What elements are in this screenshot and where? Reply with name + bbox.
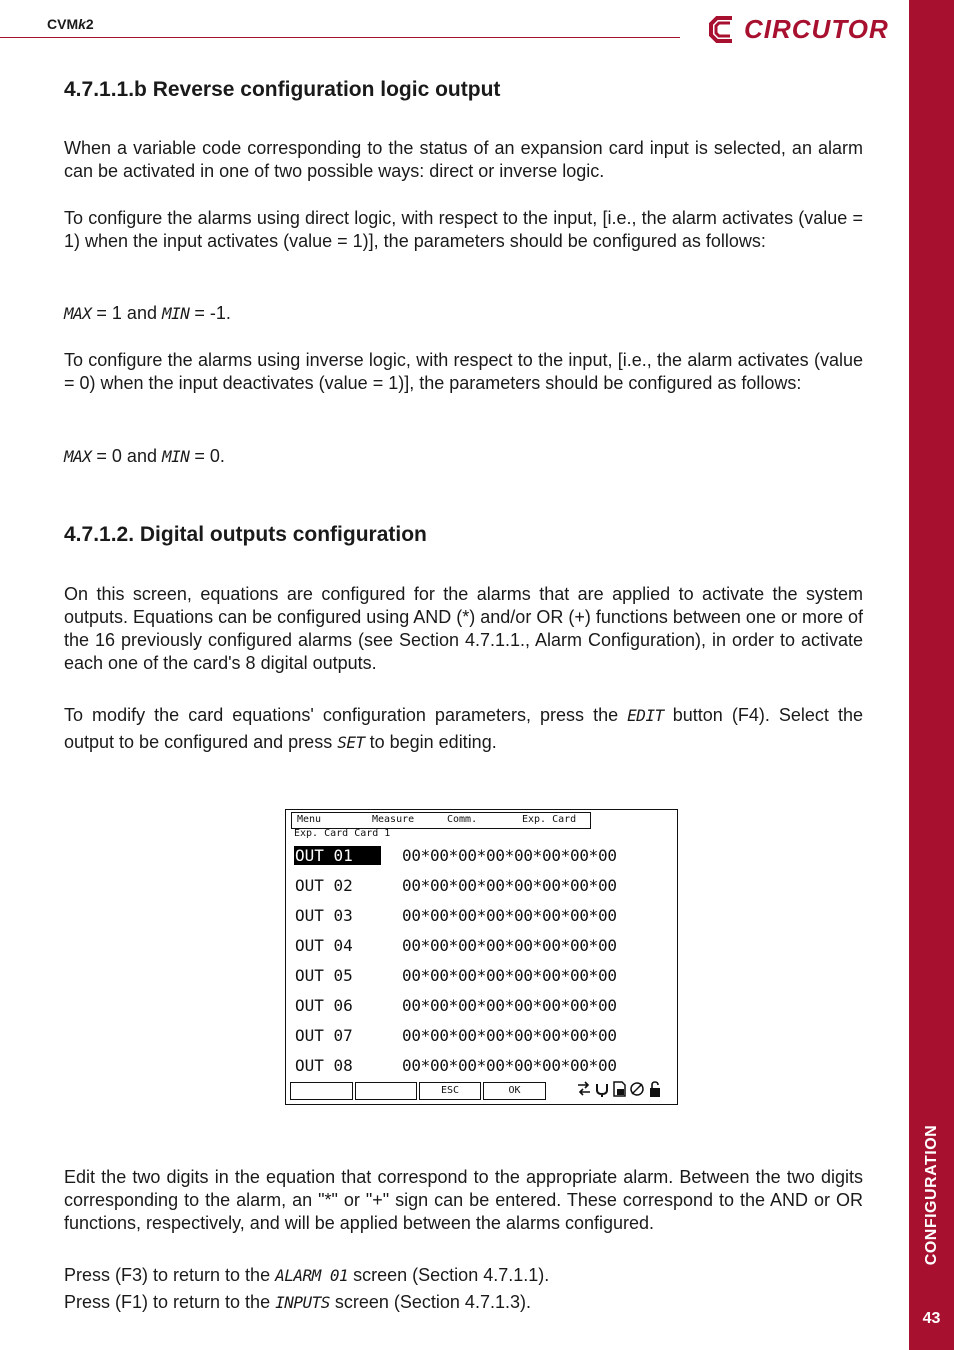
output-name: OUT 03	[295, 906, 353, 925]
min-word: MIN	[161, 447, 190, 466]
output-row[interactable]	[294, 845, 664, 867]
fkey-f2[interactable]	[355, 1082, 417, 1100]
brand-c-icon	[706, 12, 740, 46]
output-name: OUT 01	[294, 846, 381, 865]
paragraph-edit-instructions: To modify the card equations' configuration parameters, press the EDIT button (F4). Select the output to be configured and press SET to begin editing.	[64, 705, 863, 752]
no-sync-icon	[629, 1080, 645, 1098]
equation-direct: MAX = 1 and MIN = -1.	[64, 303, 231, 323]
brand-logo	[706, 12, 889, 46]
output-name: OUT 07	[295, 1026, 353, 1045]
plug-icon	[594, 1080, 610, 1098]
output-row[interactable]	[294, 1025, 664, 1047]
page-number: 43	[922, 1310, 941, 1327]
output-name: OUT 02	[295, 876, 353, 895]
output-row[interactable]	[294, 905, 664, 927]
paragraph-return-alarm: Press (F3) to return to the ALARM 01 screen (Section 4.7.1.1).	[64, 1265, 550, 1285]
paragraph-return-inputs: Press (F1) to return to the INPUTS screen (Section 4.7.1.3).	[64, 1292, 531, 1312]
fkey-f4-ok[interactable]: OK	[483, 1082, 546, 1100]
min-word: MIN	[161, 304, 190, 323]
output-row[interactable]	[294, 935, 664, 957]
paragraph: To configure the alarms using inverse logic, with respect to the input, [i.e., the alarm activates (value = 0) when the input deactivates (value = 1)], the parameters should be configured as follows:	[64, 350, 863, 393]
set-word: SET	[337, 733, 365, 752]
fkey-f1[interactable]	[290, 1082, 353, 1100]
menu-item-measure[interactable]: Measure	[372, 814, 415, 825]
menu-item-comm[interactable]: Comm.	[447, 814, 478, 825]
paragraph: Edit the two digits in the equation that correspond to the appropriate alarm. Between the two digits corresponding to the alarm, an "*" or "+" sign can be entered. These correspond to the AND or OR functions, respectively, and will be applied between the alarms configured.	[64, 1167, 863, 1233]
output-equation: 00*00*00*00*00*00*00*00	[402, 1026, 617, 1045]
device-screen	[285, 809, 678, 1105]
output-equation: 00*00*00*00*00*00*00*00	[402, 996, 617, 1015]
brand-name: CIRCUTOR	[744, 14, 889, 44]
section-title-digital-outputs: 4.7.1.2. Digital outputs configuration	[64, 523, 427, 546]
output-name: OUT 06	[295, 996, 353, 1015]
max-word: MAX	[64, 447, 92, 466]
edit-word: EDIT	[627, 706, 664, 725]
output-equation: 00*00*00*00*00*00*00*00	[402, 876, 617, 895]
screen-breadcrumb: Exp. Card Card 1	[294, 828, 391, 839]
screen-menu-bar	[291, 812, 591, 829]
output-equation: 00*00*00*00*00*00*00*00	[402, 846, 617, 865]
output-name: OUT 05	[295, 966, 353, 985]
output-equation: 00*00*00*00*00*00*00*00	[402, 936, 617, 955]
output-row[interactable]	[294, 1055, 664, 1077]
output-row[interactable]	[294, 875, 664, 897]
output-name: OUT 04	[295, 936, 353, 955]
menu-item-menu[interactable]: Menu	[297, 814, 322, 825]
fkey-f3-esc[interactable]: ESC	[419, 1082, 481, 1100]
output-equation: 00*00*00*00*00*00*00*00	[402, 966, 617, 985]
arrows-icon	[576, 1080, 592, 1098]
output-equation: 00*00*00*00*00*00*00*00	[402, 1056, 617, 1075]
paragraph: When a variable code corresponding to the status of an expansion card input is selected, an alarm can be activated in one of two possible ways: direct or inverse logic.	[64, 138, 863, 181]
lock-open-icon	[647, 1080, 663, 1098]
output-equation: 00*00*00*00*00*00*00*00	[402, 906, 617, 925]
alarm-word: ALARM 01	[275, 1266, 349, 1285]
paragraph: On this screen, equations are configured for the alarms that are applied to activate the system outputs. Equations can be configured using AND (*) and/or OR (+) functions between one or more of the 16 previously configured alarms (see Section 4.7.1.1., Alarm Configuration), in order to activate each one of the card's 8 digital outputs.	[64, 584, 863, 673]
equation-inverse: MAX = 0 and MIN = 0.	[64, 446, 225, 466]
model-label: CVMk2	[47, 16, 94, 32]
section-tab: CONFIGURATION	[922, 1124, 940, 1266]
inputs-word: INPUTS	[275, 1293, 330, 1312]
output-row[interactable]	[294, 965, 664, 987]
output-row[interactable]	[294, 995, 664, 1017]
paragraph: To configure the alarms using direct logic, with respect to the input, [i.e., the alarm activates (value = 1) when the input activates (value = 1)], the parameters should be configured as follows:	[64, 208, 863, 251]
header-rule	[0, 37, 680, 38]
section-title-reverse-logic: 4.7.1.1.b Reverse configuration logic output	[64, 78, 501, 101]
output-name: OUT 08	[295, 1056, 353, 1075]
sd-card-icon	[611, 1080, 627, 1098]
menu-item-exp-card[interactable]: Exp. Card	[522, 814, 577, 825]
max-word: MAX	[64, 304, 92, 323]
